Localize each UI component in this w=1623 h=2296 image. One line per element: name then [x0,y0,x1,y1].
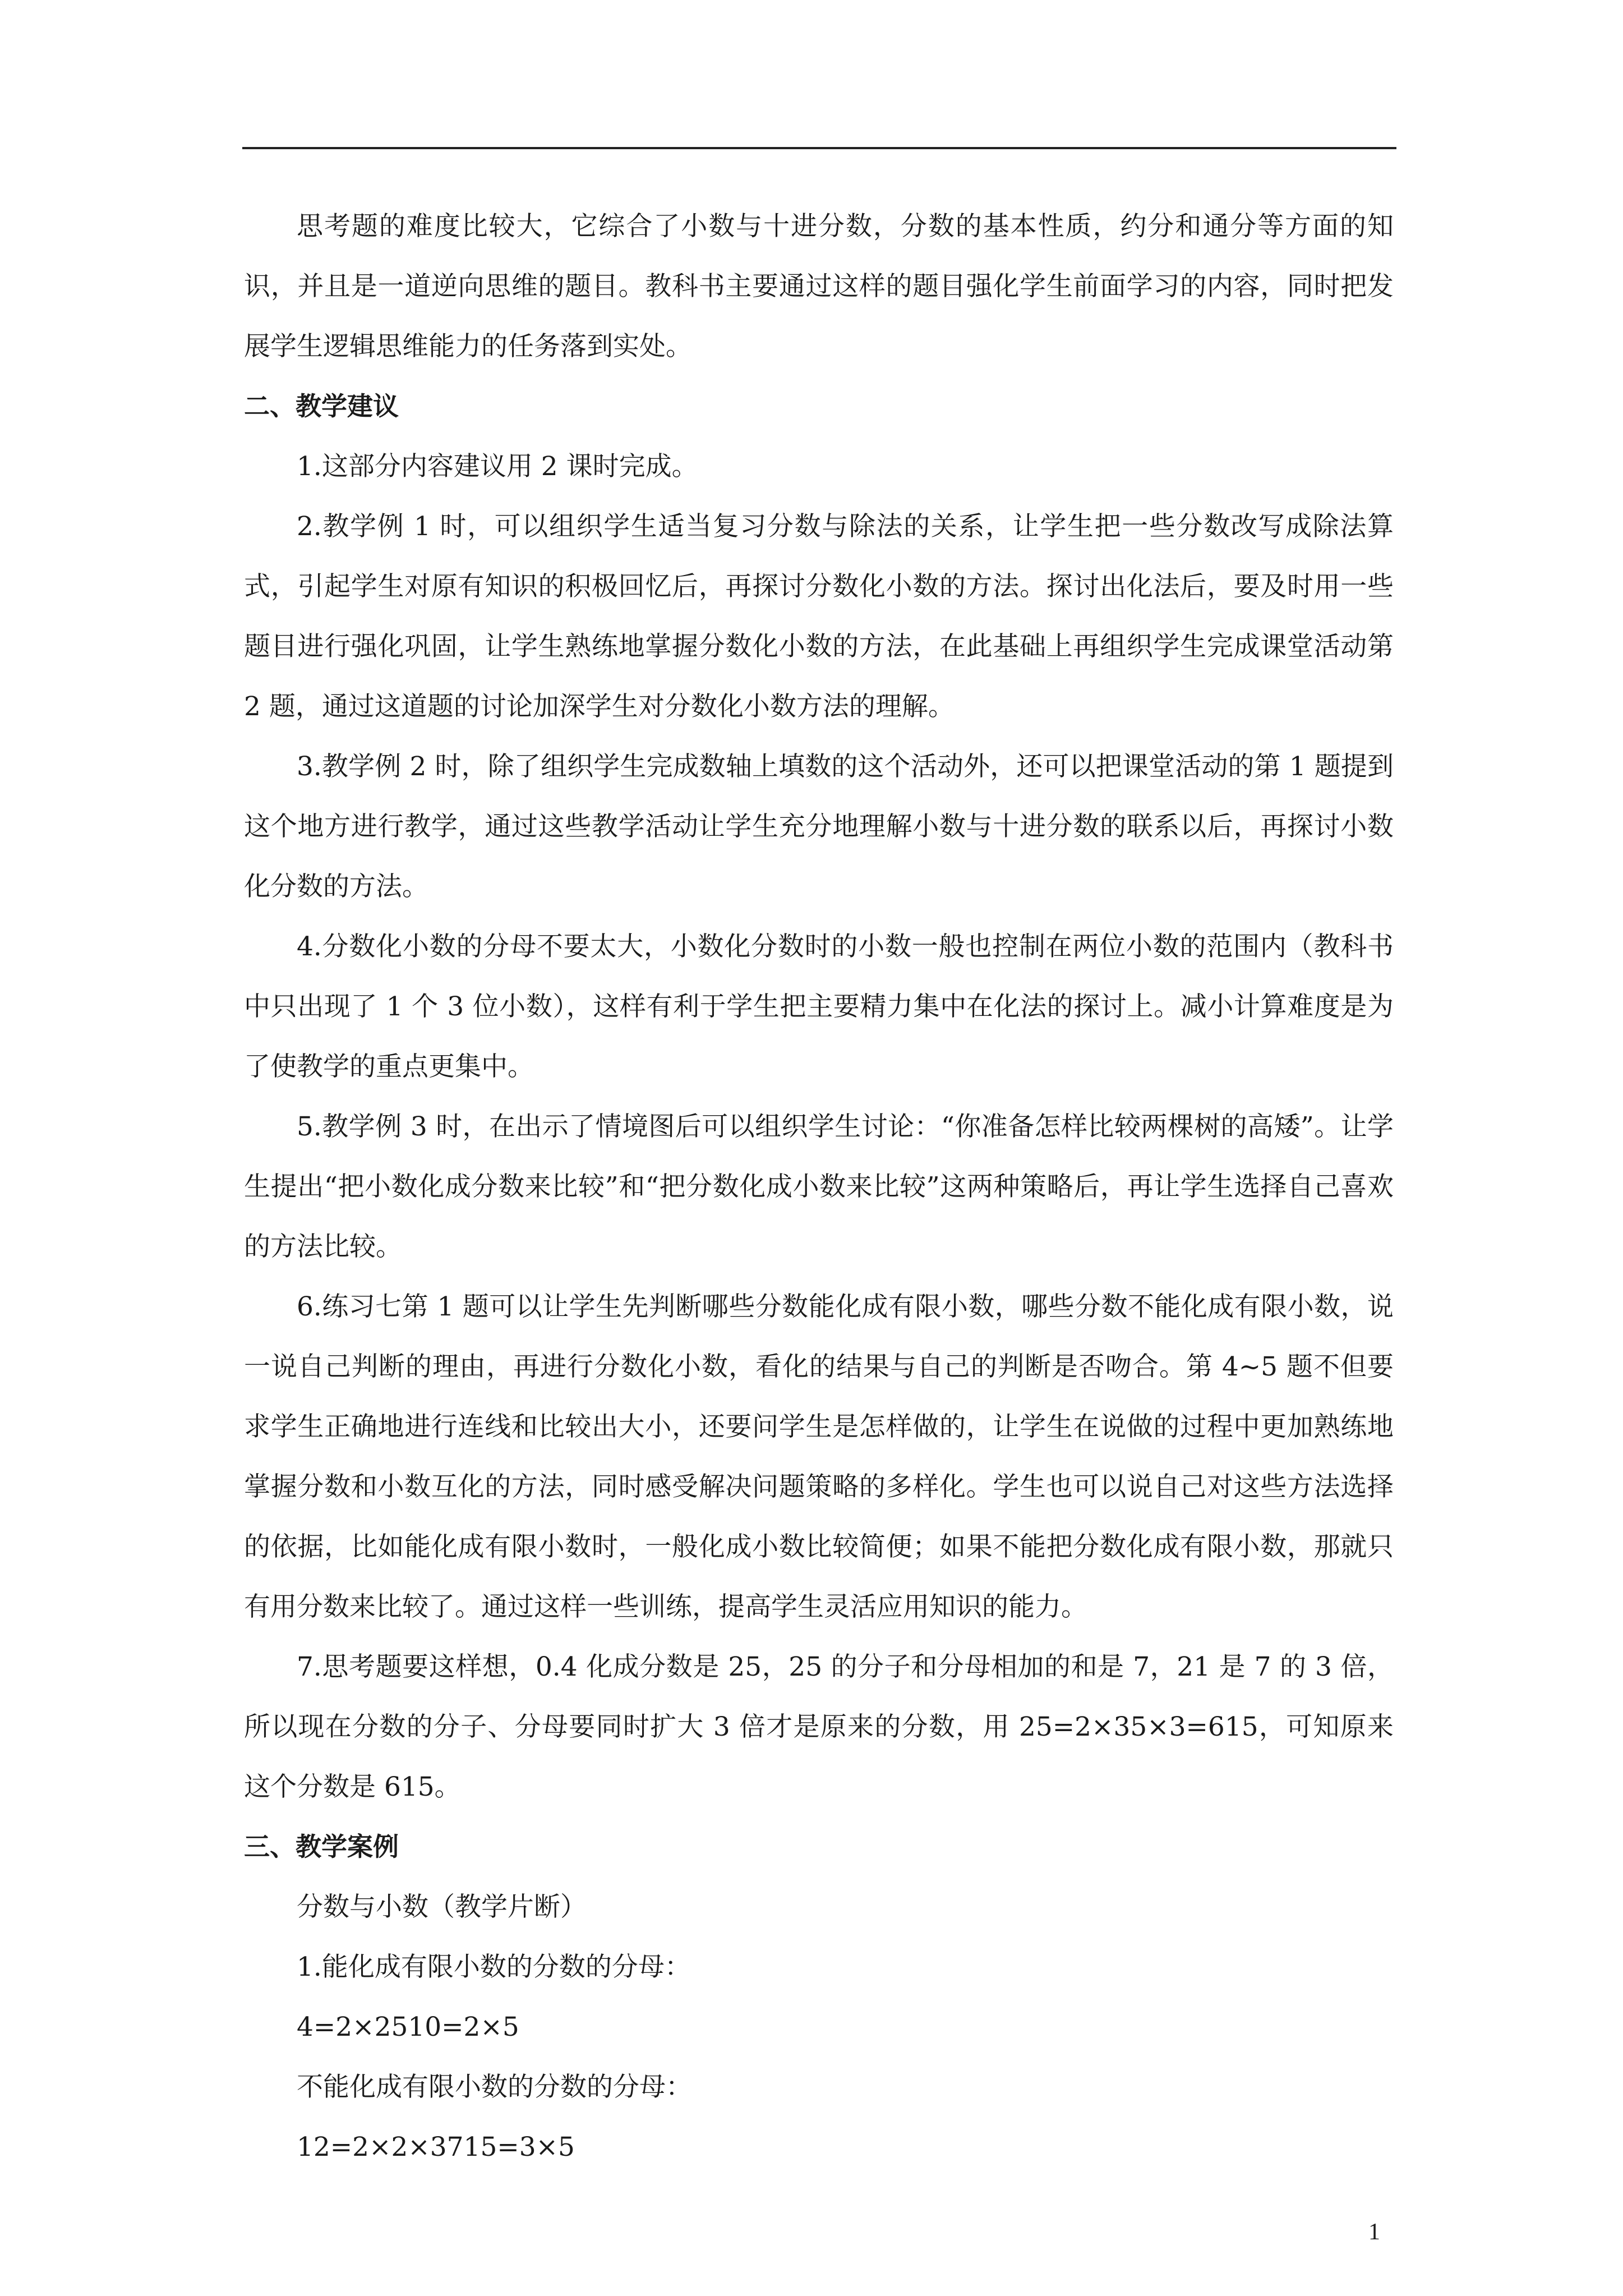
case-line-factorization-1: 4=2×2510=2×5 [297,2012,519,2042]
case-line-infinite-denominators: 不能化成有限小数的分数的分母： [297,2072,692,2102]
suggestion-6: 6.练习七第 1 题可以让学生先判断哪些分数能化成有限小数，哪些分数不能化成有限小数，说一说自己判断的理由，再进行分数化小数，看化的结果与自己的判断是否吻合。第 4~5 题不但要求学生正确地进行连线和比较出大小，还要问学生是怎样做的，让学生在说做的过程中更加熟练地掌握分数和小数互化的方法，同时感受解决问题策略的多样化。学生也可以说自己对这些方法选择的依据，比如能化成有限小数时，一般化成小数比较简便；如果不能把分数化成有限小数，那就只有用分数来比较了。通过这样一些训练，提高学生灵活应用知识的能力。 [244,1291,1394,1622]
suggestion-3: 3.教学例 2 时，除了组织学生完成数轴上填数的这个活动外，还可以把课堂活动的第 1 题提到这个地方进行教学，通过这些教学活动让学生充分地理解小数与十进分数的联系以后，再探讨小数化分数的方法。 [244,751,1394,902]
suggestion-7: 7.思考题要这样想，0.4 化成分数是 25，25 的分子和分母相加的和是 7，21 是 7 的 3 倍，所以现在分数的分子、分母要同时扩大 3 倍才是原来的分数，用 25=2×35×3=615，可知原来这个分数是 615。 [244,1651,1394,1802]
page-number: 1 [1368,2219,1380,2245]
suggestion-4: 4.分数化小数的分母不要太大，小数化分数时的小数一般也控制在两位小数的范围内（教科书中只出现了 1 个 3 位小数），这样有利于学生把主要精力集中在化法的探讨上。减小计算难度是为了使教学的重点更集中。 [244,931,1394,1082]
header-rule [242,147,1396,149]
section-heading-teaching-case: 三、教学案例 [244,1832,399,1862]
intro-paragraph: 思考题的难度比较大，它综合了小数与十进分数，分数的基本性质，约分和通分等方面的知识，并且是一道逆向思维的题目。教科书主要通过这样的题目强化学生前面学习的内容，同时把发展学生逻辑思维能力的任务落到实处。 [244,211,1394,362]
section-heading-teaching-suggestions: 二、教学建议 [244,391,399,421]
case-line-finite-denominators: 1.能化成有限小数的分数的分母： [297,1952,691,1982]
suggestion-5: 5.教学例 3 时，在出示了情境图后可以组织学生讨论：“你准备怎样比较两棵树的高矮”。让学生提出“把小数化成分数来比较”和“把分数化成小数来比较”这两种策略后，再让学生选择自己喜欢的方法比较。 [244,1111,1394,1262]
case-line-factorization-2: 12=2×2×3715=3×5 [297,2132,575,2162]
suggestion-2: 2.教学例 1 时，可以组织学生适当复习分数与除法的关系，让学生把一些分数改写成除法算式，引起学生对原有知识的积极回忆后，再探讨分数化小数的方法。探讨出化法后，要及时用一些题目进行强化巩固，让学生熟练地掌握分数化小数的方法，在此基础上再组织学生完成课堂活动第 2 题，通过这道题的讨论加深学生对分数化小数方法的理解。 [244,511,1394,722]
case-title: 分数与小数（教学片断） [297,1892,587,1922]
document-body [244,196,1394,2177]
suggestion-1: 1.这部分内容建议用 2 课时完成。 [297,451,698,482]
